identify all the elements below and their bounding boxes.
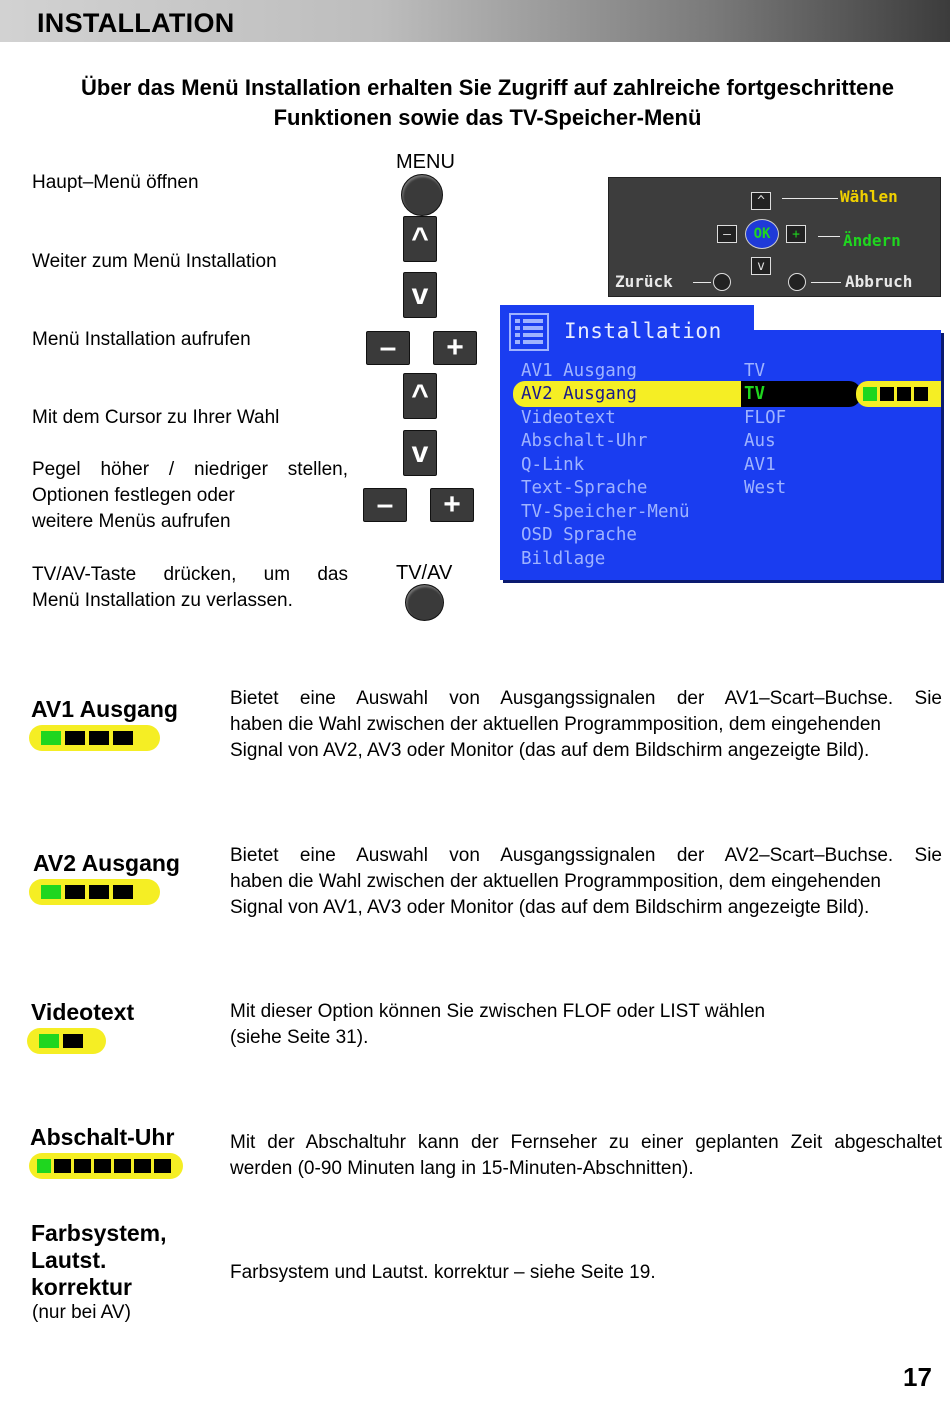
tvav-button-label: TV/AV: [396, 562, 453, 584]
step-open-main-menu: Haupt–Menü öffnen: [32, 172, 199, 193]
av2-description-line-3: Signal von AV1, AV3 oder Monitor (das auf dem Bildschirm angezeigte Bild).: [230, 897, 870, 918]
osd-item-value: Aus: [744, 431, 776, 451]
legend-plus-key: +: [786, 225, 806, 243]
legend-line-waehlen: [782, 198, 838, 199]
av1-description-line-3: Signal von AV2, AV3 oder Monitor (das auf dem Bildschirm angezeigte Bild).: [230, 740, 870, 761]
legend-cancel-button-icon: [788, 273, 806, 291]
legend-line-abbruch: [811, 282, 841, 283]
legend-abbruch: Abbruch: [845, 272, 913, 291]
legend-ok-key: OK: [745, 219, 779, 249]
videotext-description-line-1: Mit dieser Option können Sie zwischen FLOF oder LIST wählen: [230, 1001, 766, 1022]
step-exit-line-2: Menü Installation zu verlassen.: [32, 590, 293, 611]
legend-line-zurueck: [693, 282, 711, 283]
menu-list-icon: [509, 313, 549, 351]
section-title-abschalt: Abschalt-Uhr: [30, 1124, 175, 1150]
videotext-description-line-2: (siehe Seite 31).: [230, 1027, 369, 1048]
tvav-button[interactable]: [405, 584, 444, 621]
intro-line-1: Über das Menü Installation erhalten Sie Zugriff auf zahlreiche fortgeschrittene: [81, 75, 894, 100]
osd-item-value-selected: TV: [744, 384, 766, 404]
av2-description-line-1: Bietet eine Auswahl von Ausgangssignalen der AV2–Scart–Buchse. Sie: [230, 845, 942, 866]
section-title-farbsystem-1: Farbsystem,: [31, 1220, 167, 1246]
osd-item-label-selected[interactable]: AV2 Ausgang: [521, 384, 637, 404]
osd-item-label[interactable]: OSD Sprache: [521, 525, 637, 545]
osd-item-value: FLOF: [744, 408, 787, 428]
section-title-farbsystem-2: Lautst.: [31, 1247, 107, 1273]
section-title-av1: AV1 Ausgang: [31, 696, 178, 722]
minus-key-2[interactable]: –: [363, 488, 407, 522]
legend-aendern: Ändern: [843, 231, 901, 250]
osd-item-value: West: [744, 478, 787, 498]
legend-line-aendern: [818, 236, 840, 237]
osd-item-value: AV1: [744, 455, 776, 475]
up-key-2[interactable]: ^: [403, 373, 437, 419]
page-number: 17: [903, 1362, 932, 1392]
section-title-farbsystem-3: korrektur: [31, 1274, 132, 1300]
osd-item-label[interactable]: Text-Sprache: [521, 478, 648, 498]
videotext-level-indicator: [27, 1028, 106, 1054]
osd-item-label[interactable]: TV-Speicher-Menü: [521, 502, 690, 522]
farbsystem-description: Farbsystem und Lautst. korrektur – siehe Seite 19.: [230, 1262, 656, 1283]
section-note-nur-av: (nur bei AV): [32, 1302, 131, 1323]
osd-menu-title: Installation: [564, 319, 722, 343]
down-key[interactable]: v: [403, 272, 437, 318]
av1-level-indicator: [29, 725, 160, 751]
av1-description-line-1: Bietet eine Auswahl von Ausgangssignalen der AV1–Scart–Buchse. Sie: [230, 688, 942, 709]
av2-level-indicator: [29, 879, 160, 905]
legend-up-key: ^: [751, 192, 771, 210]
legend-minus-key: –: [717, 225, 737, 243]
plus-key[interactable]: +: [433, 331, 477, 365]
menu-button-label: MENU: [396, 151, 455, 173]
osd-item-label[interactable]: Abschalt-Uhr: [521, 431, 648, 451]
legend-waehlen: Wählen: [840, 187, 898, 206]
minus-key[interactable]: –: [366, 331, 410, 365]
plus-key-2[interactable]: +: [430, 488, 474, 522]
abschalt-level-indicator: [29, 1153, 183, 1179]
up-key[interactable]: ^: [403, 216, 437, 262]
osd-item-label[interactable]: Q-Link: [521, 455, 585, 475]
abschalt-description-line-1: Mit der Abschaltuhr kann der Fernseher zu einer geplanten Zeit abgeschaltet: [230, 1132, 942, 1153]
menu-button[interactable]: [401, 174, 443, 216]
step-adjust-line-3: weitere Menüs aufrufen: [32, 511, 231, 532]
down-key-2[interactable]: v: [403, 430, 437, 476]
osd-item-label[interactable]: Videotext: [521, 408, 616, 428]
legend-down-key: v: [751, 257, 771, 275]
osd-item-label[interactable]: Bildlage: [521, 549, 606, 569]
legend-back-button-icon: [713, 273, 731, 291]
step-adjust-line-2: Optionen festlegen oder: [32, 485, 235, 506]
step-exit-line-1: TV/AV-Taste drücken, um das: [32, 564, 348, 585]
step-open-installation: Menü Installation aufrufen: [32, 329, 251, 350]
av2-description-line-2: haben die Wahl zwischen der aktuellen Programmposition, dem eingehenden: [230, 871, 881, 892]
osd-item-label[interactable]: AV1 Ausgang: [521, 361, 637, 381]
section-title-av2: AV2 Ausgang: [33, 850, 180, 876]
step-cursor-select: Mit dem Cursor zu Ihrer Wahl: [32, 407, 280, 428]
abschalt-description-line-2: werden (0-90 Minuten lang in 15-Minuten-Abschnitten).: [230, 1158, 694, 1179]
legend-zurueck: Zurück: [615, 272, 673, 291]
step-go-installation: Weiter zum Menü Installation: [32, 251, 277, 272]
section-title-videotext: Videotext: [31, 999, 135, 1025]
intro-line-2: Funktionen sowie das TV-Speicher-Menü: [273, 105, 702, 130]
step-adjust-line-1: Pegel höher / niedriger stellen,: [32, 459, 348, 480]
osd-item-value: TV: [744, 361, 766, 381]
av1-description-line-2: haben die Wahl zwischen der aktuellen Programmposition, dem eingehenden: [230, 714, 881, 735]
page-title: INSTALLATION: [37, 8, 235, 38]
